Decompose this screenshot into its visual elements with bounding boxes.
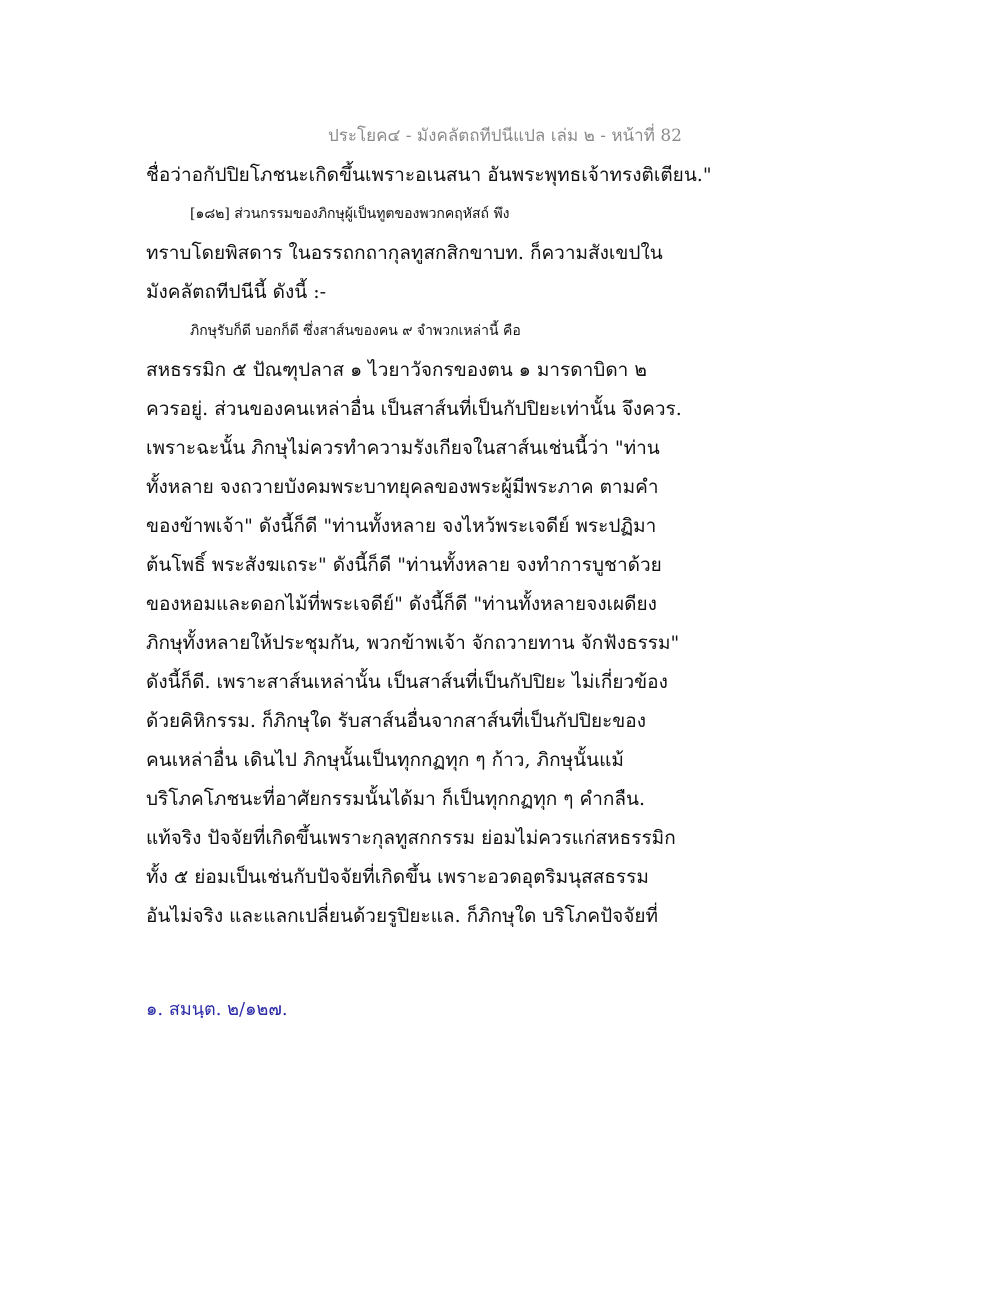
text-line: แท้จริง ปัจจัยที่เกิดขึ้นเพราะกุลทูสกกรรม ย่อมไม่ควรแก่สหธรรมิก [146,827,676,849]
text-line: เพราะฉะนั้น ภิกษุไม่ควรทำความรังเกียจในสาส์นเช่นนี้ว่า "ท่าน [146,437,660,459]
text-line: ภิกษุทั้งหลายให้ประชุมกัน, พวกข้าพเจ้า จักถวายทาน จักฟังธรรม" [146,632,680,654]
text-line: ชื่อว่าอกัปปิยโภชนะเกิดขึ้นเพราะอเนสนา อันพระพุทธเจ้าทรงติเตียน." [146,164,712,186]
text-line: ควรอยู่. ส่วนของคนเหล่าอื่น เป็นสาส์นที่เป็นกัปปิยะเท่านั้น จึงควร. [146,398,682,420]
text-line: มังคลัตถทีปนีนี้ ดังนี้ :- [146,281,327,303]
text-line: ดังนี้ก็ดี. เพราะสาส์นเหล่านั้น เป็นสาส์นที่เป็นกัปปิยะ ไม่เกี่ยวข้อง [146,671,668,693]
text-line: ภิกษุรับก็ดี บอกก็ดี ซึ่งสาส์นของคน ๙ จำพวกเหล่านี้ คือ [190,323,521,339]
text-line: บริโภคโภชนะที่อาศัยกรรมนั้นได้มา ก็เป็นทุกกฏทุก ๆ คำกลืน. [146,788,646,810]
text-line: ทราบโดยพิสดาร ในอรรถกถากุลทูสกสิกขาบท. ก็ความสังเขปใน [146,242,663,264]
text-line: สหธรรมิก ๕ ปัณฑุปลาส ๑ ไวยาวัจกรของตน ๑ มารดาบิดา ๒ [146,359,647,381]
text-line: อันไม่จริง และแลกเปลี่ยนด้วยรูปิยะแล. ก็ภิกษุใด บริโภคปัจจัยที่ [146,905,659,927]
body-text [146,156,712,936]
text-line: ทั้งหลาย จงถวายบังคมพระบาทยุคลของพระผู้มีพระภาค ตามคำ [146,476,659,498]
footnote: ๑. สมนฺต. ๒/๑๒๗. [146,999,288,1020]
text-line: ของหอมและดอกไม้ที่พระเจดีย์" ดังนี้ก็ดี "ท่านทั้งหลายจงเผดียง [146,593,657,615]
text-line: [๑๘๒] ส่วนกรรมของภิกษุผู้เป็นทูตของพวกคฤหัสถ์ พึง [190,206,510,222]
text-line: ทั้ง ๕ ย่อมเป็นเช่นกับปัจจัยที่เกิดขึ้น เพราะอวดอุตริมนุสสธรรม [146,866,649,888]
running-header: ประโยค๔ - มังคลัตถทีปนีแปล เล่ม ๒ - หน้าที่ 82 [328,126,682,146]
text-line: ด้วยคิหิกรรม. ก็ภิกษุใด รับสาส์นอื่นจากสาส์นที่เป็นกัปปิยะของ [146,710,646,732]
text-line: ต้นโพธิ์ พระสังฆเถระ" ดังนี้ก็ดี "ท่านทั้งหลาย จงทำการบูชาด้วย [146,554,662,576]
text-line: คนเหล่าอื่น เดินไป ภิกษุนั้นเป็นทุกกฏทุก ๆ ก้าว, ภิกษุนั้นแม้ [146,749,624,771]
text-line: ของข้าพเจ้า" ดังนี้ก็ดี "ท่านทั้งหลาย จงไหว้พระเจดีย์ พระปฏิมา [146,515,657,537]
